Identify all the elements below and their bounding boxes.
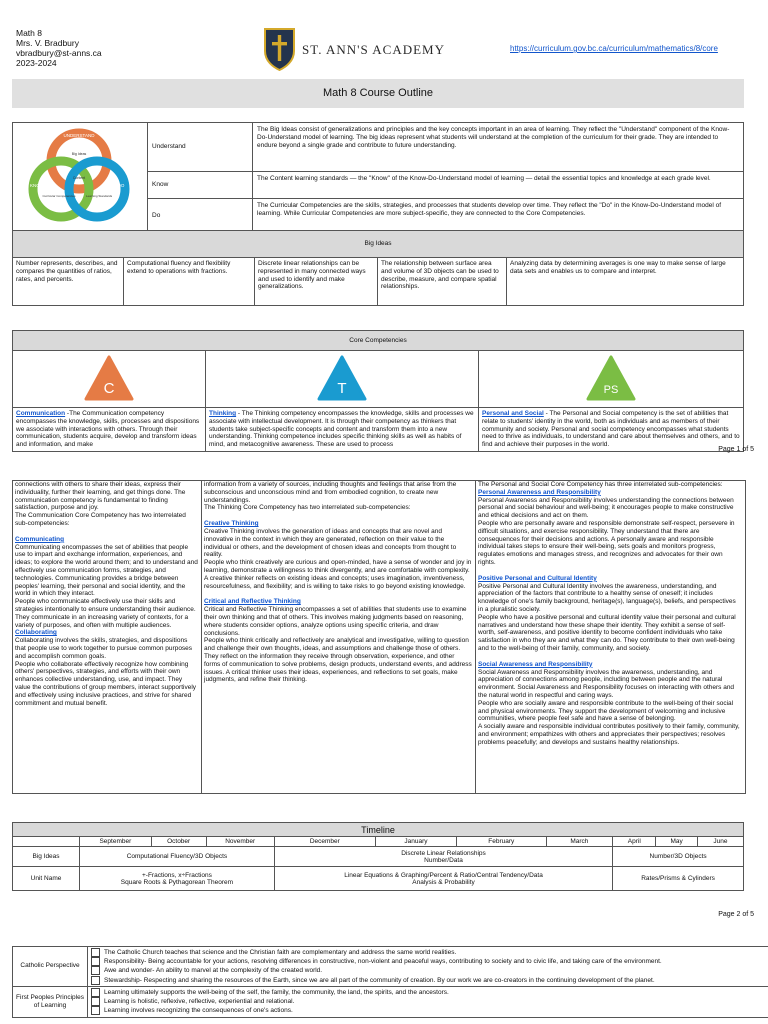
- col3-p3: People who are personally aware and responsible demonstrate self-respect, persevere in difficult situations, and exercise responsibility. They understand that there are consequences for their decisions and actions. A personally aware and responsible individual takes steps to ensure their well-being, sets goals and monitors progress, regulates emotions and manages stress, and recognizes and advocates for their own rights.: [478, 519, 735, 566]
- creative-thinking-link[interactable]: Creative Thinking: [204, 520, 259, 528]
- social-awareness-link[interactable]: Social Awareness and Responsibility: [478, 660, 593, 668]
- col1-p4: People who communicate effectively use their skills and strategies intentionally to ensure understanding their audience. They communicate in an increasing variety of contexts, for a variety of purposes, and often with multiple audiences.: [15, 598, 196, 629]
- core-competencies-heading: Core Competencies: [13, 331, 744, 351]
- school-year: 2023-2024: [16, 58, 57, 68]
- communicating-link[interactable]: Communicating: [15, 535, 65, 543]
- personal-social-icon-cell: [479, 351, 744, 408]
- personal-social-desc: [479, 408, 744, 452]
- ukd-text-understand: The Big Ideas consist of generalizations and principles and the key concepts important in an area of learning. They reflect the "Understand" component of the Know-Do-Understand model of learning. The big ideas represent what students will understand at the completion of the curriculum for their grade. They are intended to endure beyond a single grade and contribute to future understanding.: [253, 123, 744, 172]
- personal-social-text: - The Personal and Social competency is the set of abilities that relate to students' identity in the world, both as individuals and as members of their community and society. Personal and social competency encompasses what students need to thrive as individuals, to understand and care about themselves and others, and to find and achieve their purposes in the world.: [482, 410, 740, 449]
- timeline-big-idea-term3: Number/3D Objects: [613, 847, 744, 867]
- diagram-label-do: DO: [117, 183, 125, 188]
- thinking-triangle-icon: [317, 355, 367, 401]
- first-peoples-list: [88, 986, 768, 1017]
- checkbox-icon[interactable]: [91, 976, 100, 985]
- checkbox-icon[interactable]: [91, 988, 100, 997]
- month-october: October: [151, 837, 206, 847]
- ukd-table: [12, 122, 744, 234]
- big-idea-4: The relationship between surface area and volume of 3D objects can be used to describe, measure, and compare spatial relationships.: [378, 258, 507, 306]
- ukd-label-know: Know: [148, 172, 253, 199]
- checklist-text: Awe and wonder- An ability to marvel at the complexity of the created world.: [104, 967, 323, 975]
- communication-link[interactable]: Communication: [16, 410, 66, 417]
- checklist-item[interactable]: [91, 1006, 768, 1015]
- checklist-text: Responsibility- Being accountable for your actions, resolving differences in constructive, non-violent and peaceful ways, contributing to society and to civic life, and taking care of the environment.: [104, 958, 662, 966]
- checkbox-icon[interactable]: [91, 957, 100, 966]
- timeline-unit-term1: +-Fractions, x÷Fractions Square Roots & Pythagorean Theorem: [80, 867, 275, 891]
- checklist-item[interactable]: [91, 957, 768, 966]
- timeline-big-idea-term2: Discrete Linear Relationships Number/Data: [274, 847, 612, 867]
- checkbox-icon[interactable]: [91, 1006, 100, 1015]
- col2-p5: Critical and Reflective Thinking encompasses a set of abilities that students use to examine their own thinking and that of others. This involves making judgments based on reasoning, where students consider options, analyze options using specific criteria, and draw conclusions.: [204, 606, 467, 637]
- col2-p4: People who think creatively are curious and open-minded, have a sense of wonder and joy in learning, demonstrate a willingness to think divergently, and are comfortable with complexity. A creative thinker reflects on existing ideas and concepts; uses imagination, inventiveness, resourcefulness, and flexibility; and is willing to take risks to go beyond existing knowledge.: [204, 559, 472, 590]
- perspectives-table: [12, 946, 768, 1018]
- ukd-diagram: [15, 125, 143, 225]
- communication-desc: [13, 408, 206, 452]
- page-title: Math 8 Course Outline: [12, 79, 744, 108]
- col3-p5: People who have a positive personal and cultural identity value their personal and cultural narratives and understand how these shape their identity. They exhibit a sense of self-worth, self-awareness, and positive identity to become confident individuals who take satisfaction in who they are and what they can do. They contribute to their own well-being and to the well-being of their family, community, and society.: [478, 613, 736, 652]
- timeline-row-label: Unit Name: [13, 867, 80, 891]
- col1-p5: Collaborating involves the skills, strategies, and dispositions that people use to work together to pursue common purposes and accomplish common goals.: [15, 637, 193, 660]
- core-competencies-table: [12, 330, 744, 452]
- col3-p7: People who are socially aware and responsible contribute to the well-being of their social and physical environments. They support the development of welcoming and inclusive communities, where people feel safe and have a sense of belonging.: [478, 699, 734, 723]
- catholic-perspective-list: [88, 947, 768, 987]
- col1-p3: Communicating encompasses the set of abilities that people use to impart and exchange information, experiences, and ideas; to explore the world around them; and to understand and effectively use communication forms, strategies, and technologies. Communicating provides a bridge between peoples' learning, their personal and social identity, and the world in which they interact.: [15, 543, 198, 598]
- teacher-email: vbradbury@st-anns.ca: [16, 48, 102, 58]
- ukd-label-do: Do: [148, 199, 253, 234]
- month-september: September: [80, 837, 152, 847]
- ukd-label-understand: Understand: [148, 123, 253, 172]
- month-november: November: [206, 837, 274, 847]
- communication-triangle-icon: [84, 355, 134, 401]
- checklist-text: Learning involves recognizing the consequences of one's actions.: [104, 1007, 293, 1015]
- col1-p1: connections with others to share their ideas, express their individuality, further their learning, and get things done. The communication competency is fundamental to finding satisfaction, purpose and joy.: [15, 481, 186, 512]
- checklist-item[interactable]: [91, 988, 768, 997]
- col3-p4: Positive Personal and Cultural Identity involves the awareness, understanding, and appreciation of the factors that contribute to a healthy sense of oneself; it includes knowledge of one's family background, heritage(s), language(s), beliefs, and perspectives in a pluralistic society.: [478, 582, 736, 613]
- column-divider: [201, 480, 202, 794]
- month-april: April: [613, 837, 656, 847]
- big-idea-3: Discrete linear relationships can be represented in many connected ways and used to identify and make generalizations.: [255, 258, 378, 306]
- timeline-unit-term2: Linear Equations & Graphing/Percent & Ratio/Central Tendency/Data Analysis & Probability: [274, 867, 612, 891]
- col3-p1: The Personal and Social Core Competency has three interrelated sub-competencies:: [478, 481, 723, 488]
- thinking-letter: T: [337, 379, 347, 397]
- communication-text: -The Communication competency encompasses the knowledge, skills, processes and dispositions we associate with interactions with others. Through their communication, students acquire, develop and transform ideas and information, and make: [16, 410, 200, 449]
- timeline-big-idea-term1: Computational Fluency/3D Objects: [80, 847, 275, 867]
- course-name: Math 8: [16, 28, 42, 38]
- checkbox-icon[interactable]: [91, 966, 100, 975]
- col2-p3: Creative Thinking involves the generation of ideas and concepts that are novel and innovative in the context in which they are generated, reflection on their value to the individual or others, and the development of chosen ideas and concepts from thought to reality.: [204, 527, 457, 559]
- diagram-label-standards: Learning Standards: [85, 194, 113, 198]
- thinking-desc: [206, 408, 479, 452]
- timeline-corner: [13, 837, 80, 847]
- checklist-item[interactable]: [91, 976, 768, 985]
- cultural-identity-link[interactable]: Positive Personal and Cultural Identity: [478, 574, 597, 582]
- month-may: May: [656, 837, 697, 847]
- communication-letter: C: [103, 379, 115, 397]
- checkbox-icon[interactable]: [91, 948, 100, 957]
- catholic-perspective-label: Catholic Perspective: [13, 947, 88, 987]
- thinking-icon-cell: [206, 351, 479, 408]
- school-name: ST. ANN'S ACADEMY: [302, 42, 445, 57]
- critical-thinking-link[interactable]: Critical and Reflective Thinking: [204, 598, 301, 606]
- col1-p2: The Communication Core Competency has two interrelated sub-competencies:: [15, 512, 186, 527]
- month-december: December: [274, 837, 375, 847]
- big-idea-2: Computational fluency and flexibility extend to operations with fractions.: [124, 258, 255, 306]
- checklist-item[interactable]: [91, 997, 768, 1006]
- checkbox-icon[interactable]: [91, 997, 100, 1006]
- big-idea-5: Analyzing data by determining averages is one way to make sense of large data sets and enables us to compare and interpret.: [507, 258, 744, 306]
- timeline-heading: Timeline: [13, 823, 744, 837]
- timeline-table: [12, 822, 744, 891]
- col3-p6: Social Awareness and Responsibility involves the awareness, understanding, and appreciation of connections among people, including between people and the natural environment. Social Awareness and Responsibility focuses on interacting with others and the natural world in respectful and caring ways.: [478, 668, 735, 699]
- teacher-name: Mrs. V. Bradbury: [16, 38, 79, 48]
- personal-social-letter: PS: [603, 383, 619, 396]
- thinking-column: [204, 481, 472, 684]
- first-peoples-label: First Peoples Principles of Learning: [13, 986, 88, 1017]
- big-ideas-heading: Big Ideas: [13, 231, 744, 258]
- page-number-1: Page 1 of 5: [718, 446, 754, 453]
- big-ideas-table: [12, 230, 744, 306]
- checklist-text: Learning ultimately supports the well-being of the self, the family, the community, the land, the spirits, and the ancestors.: [104, 989, 449, 997]
- ukd-text-do: The Curricular Competencies are the skills, strategies, and processes that students develop over time. They reflect the "Do" in the Know-Do-Understand model of learning. While Curricular Competencies are more subject-specific, they are connected to the Core Competencies.: [253, 199, 744, 234]
- timeline-unit-term3: Rates/Prisms & Cylinders: [613, 867, 744, 891]
- big-idea-1: Number represents, describes, and compares the quantities of ratios, rates, and percents.: [13, 258, 124, 306]
- checklist-text: Stewardship- Respecting and sharing the resources of the Earth, since we are all part of the community of creation. By our work we are co-creators in the continuing development of the planet.: [104, 976, 655, 984]
- checklist-item[interactable]: [91, 966, 768, 975]
- communication-column: [15, 481, 199, 707]
- personal-awareness-link[interactable]: Personal Awareness and Responsibility: [478, 488, 601, 496]
- personal-social-triangle-icon: [586, 355, 636, 401]
- timeline-row-label: Big Ideas: [13, 847, 80, 867]
- thinking-text: - The Thinking competency encompasses the knowledge, skills and processes we associate with intellectual development. It is through their competency as thinkers that students take subject-specific concepts and content and transform them into a new understanding. Thinking competence includes specific thinking skills as well as habits of mind, and metacognitive awareness. These are used to process: [209, 410, 474, 449]
- collaborating-link[interactable]: Collaborating: [15, 629, 57, 637]
- col3-p2: Personal Awareness and Responsibility involves understanding the connections between personal and social behaviour and well-being; it encourages people to make constructive and ethical decisions and act on them.: [478, 496, 734, 520]
- col2-p2: The Thinking Core Competency has two interrelated sub-competencies:: [204, 504, 411, 512]
- curriculum-link[interactable]: https://curriculum.gov.bc.ca/curriculum/mathematics/8/core: [510, 44, 718, 53]
- page-number-2: Page 2 of 5: [718, 911, 754, 918]
- personal-social-link[interactable]: Personal and Social: [482, 410, 544, 417]
- month-june: June: [697, 837, 743, 847]
- col1-p6: People who collaborate effectively recognize how combining others' perspectives, strategies, and efforts with their own enhances collective understanding, use, and impact. They value the contributions of group members, interact supportively and effectively using inclusive practices, and strive for shared commitment and mutual benefit.: [15, 660, 197, 707]
- ukd-diagram-cell: [13, 123, 148, 234]
- ukd-text-know: The Content learning standards — the "Know" of the Know-Do-Understand model of learning — detail the essential topics and knowledge at each grade level.: [253, 172, 744, 199]
- col2-p1: information from a variety of sources, including thoughts and feelings that arise from the subconscious and unconscious mind and from embodied cognition, to create new understandings.: [204, 481, 457, 504]
- month-march: March: [546, 837, 613, 847]
- checklist-text: The Catholic Church teaches that science and the Christian faith are complementary and address the same world realities.: [104, 949, 457, 957]
- col3-p8: A socially aware and responsible individual contributes positively to their family, community, and environment; empathizes with others and appreciates their perspectives; resolves problems peacefully; and develops and sustains healthy relationships.: [478, 723, 740, 746]
- diagram-label-know: KNOW: [30, 183, 44, 188]
- diagram-label-big-ideas: Big Ideas: [71, 152, 87, 156]
- checklist-item[interactable]: [91, 948, 768, 957]
- checklist-text: Learning is holistic, reflexive, reflective, experiential and relational.: [104, 998, 295, 1006]
- communication-icon-cell: [13, 351, 206, 408]
- month-february: February: [457, 837, 547, 847]
- header-info: [16, 28, 102, 68]
- diagram-label-understand: UNDERSTAND: [63, 133, 95, 138]
- school-crest-icon: [263, 27, 296, 71]
- thinking-link[interactable]: Thinking: [209, 410, 237, 417]
- personal-social-column: [478, 481, 742, 747]
- column-divider: [475, 480, 476, 794]
- diagram-label-competencies: Curricular Competencies: [42, 194, 76, 198]
- month-january: January: [375, 837, 456, 847]
- diagram-label-content: Content: [72, 176, 86, 180]
- col2-p6: People who think critically and reflectively are analytical and investigative, willing to question and challenge their own thoughts, ideas, and assumptions and challenge those of others. They reflect on the information they receive through observation, experience, and other forms of communication to solve problems, design products, understand events, and address issues. A critical thinker uses their ideas, experiences, and reflections to set goals, make judgments, and refine their thinking.: [204, 637, 472, 684]
